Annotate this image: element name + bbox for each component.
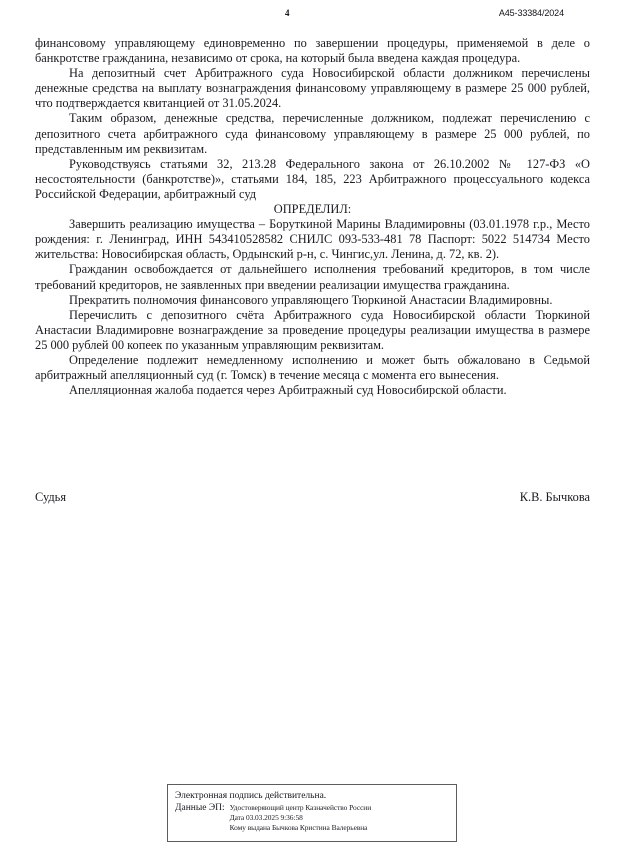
- ruling-heading: ОПРЕДЕЛИЛ:: [273, 202, 352, 217]
- esign-details-row: [175, 803, 450, 834]
- esign-issued-to: Кому выдана Бычкова Кристина Валерьевна: [229, 823, 368, 833]
- electronic-signature-stamp: [167, 784, 457, 842]
- running-header: [35, 8, 590, 24]
- ruling-item-appeal-terms: Определение подлежит немедленному исполнению и может быть обжаловано в Седьмой арбитражный апелляционный суд (г. Томск) в течение месяца с момента его вынесения.: [35, 352, 590, 383]
- ruling-item-debt-release: Гражданин освобождается от дальнейшего исполнения требований кредиторов, в том числе требований кредиторов, не заявленных при введении реализации имущества гражданина.: [35, 262, 590, 292]
- case-number: A45-33384/2024: [498, 8, 564, 18]
- esign-certificate-authority: Удостоверяющий центр Казначейство России: [229, 803, 372, 812]
- paragraph-continuation: финансовому управляющему единовременно по завершении процедуры, применяемой в деле о банкротстве гражданина, независимо от срока, на который была введена каждая процедура.: [35, 36, 590, 66]
- esign-details-values: [230, 803, 450, 834]
- ruling-item-complete-realization: Завершить реализацию имущества – Боруткиной Марины Владимировны (03.01.1978 г.р., Место рождения: г. Ленинград, ИНН 543410528582 СНИЛС 093-533-481 78 Паспорт: 5022 514734 Место жительства: Новосибирская область, Ордынский р-н, с. Чингис,ул. Ленина, д. 72, кв. 2).: [35, 217, 590, 262]
- paragraph-conclusion: Таким образом, денежные средства, перечисленные должником, подлежат перечислению с депозитного счета арбитражного суда финансовому управляющему в размере 25 000 рублей, по представленным им реквизитам.: [35, 111, 590, 156]
- esign-date: Дата 03.03.2025 9:36:58: [229, 813, 303, 823]
- ruling-item-appeal-route: Апелляционная жалоба подается через Арбитражный суд Новосибирской области.: [69, 383, 507, 398]
- paragraph-legal-basis: Руководствуясь статьями 32, 213.28 Федерального закона от 26.10.2002 № 127-ФЗ «О несостоятельности (банкротстве)», статьями 184, 185, 223 Арбитражного процессуального кодекса Российской Федерации, арбитражный суд: [35, 156, 590, 201]
- page-number: 4: [285, 8, 290, 18]
- judge-signature-line: [35, 490, 590, 505]
- judge-role-label: Судья: [35, 490, 67, 504]
- document-body: [35, 36, 590, 398]
- esign-validity-text: Электронная подпись действительна.: [175, 791, 327, 801]
- judge-name: К.В. Бычкова: [519, 490, 590, 504]
- esign-data-label: Данные ЭП:: [175, 803, 225, 813]
- ruling-item-terminate-manager: Прекратить полномочия финансового управляющего Тюркиной Анастасии Владимировны.: [69, 292, 553, 307]
- ruling-item-transfer-payment: Перечислить с депозитного счёта Арбитражного суда Новосибирской области Тюркиной Анастасии Владимировне вознаграждение за проведение процедуры реализации имущества в размере 25 000 рублей 00 копеек по указанным управляющим реквизитам.: [35, 307, 590, 352]
- paragraph-deposit: На депозитный счет Арбитражного суда Новосибирской области должником перечислены денежные средства на выплату вознаграждения финансовому управляющему в размере 25 000 рублей, что подтверждается квитанцией от 31.05.2024.: [35, 66, 590, 111]
